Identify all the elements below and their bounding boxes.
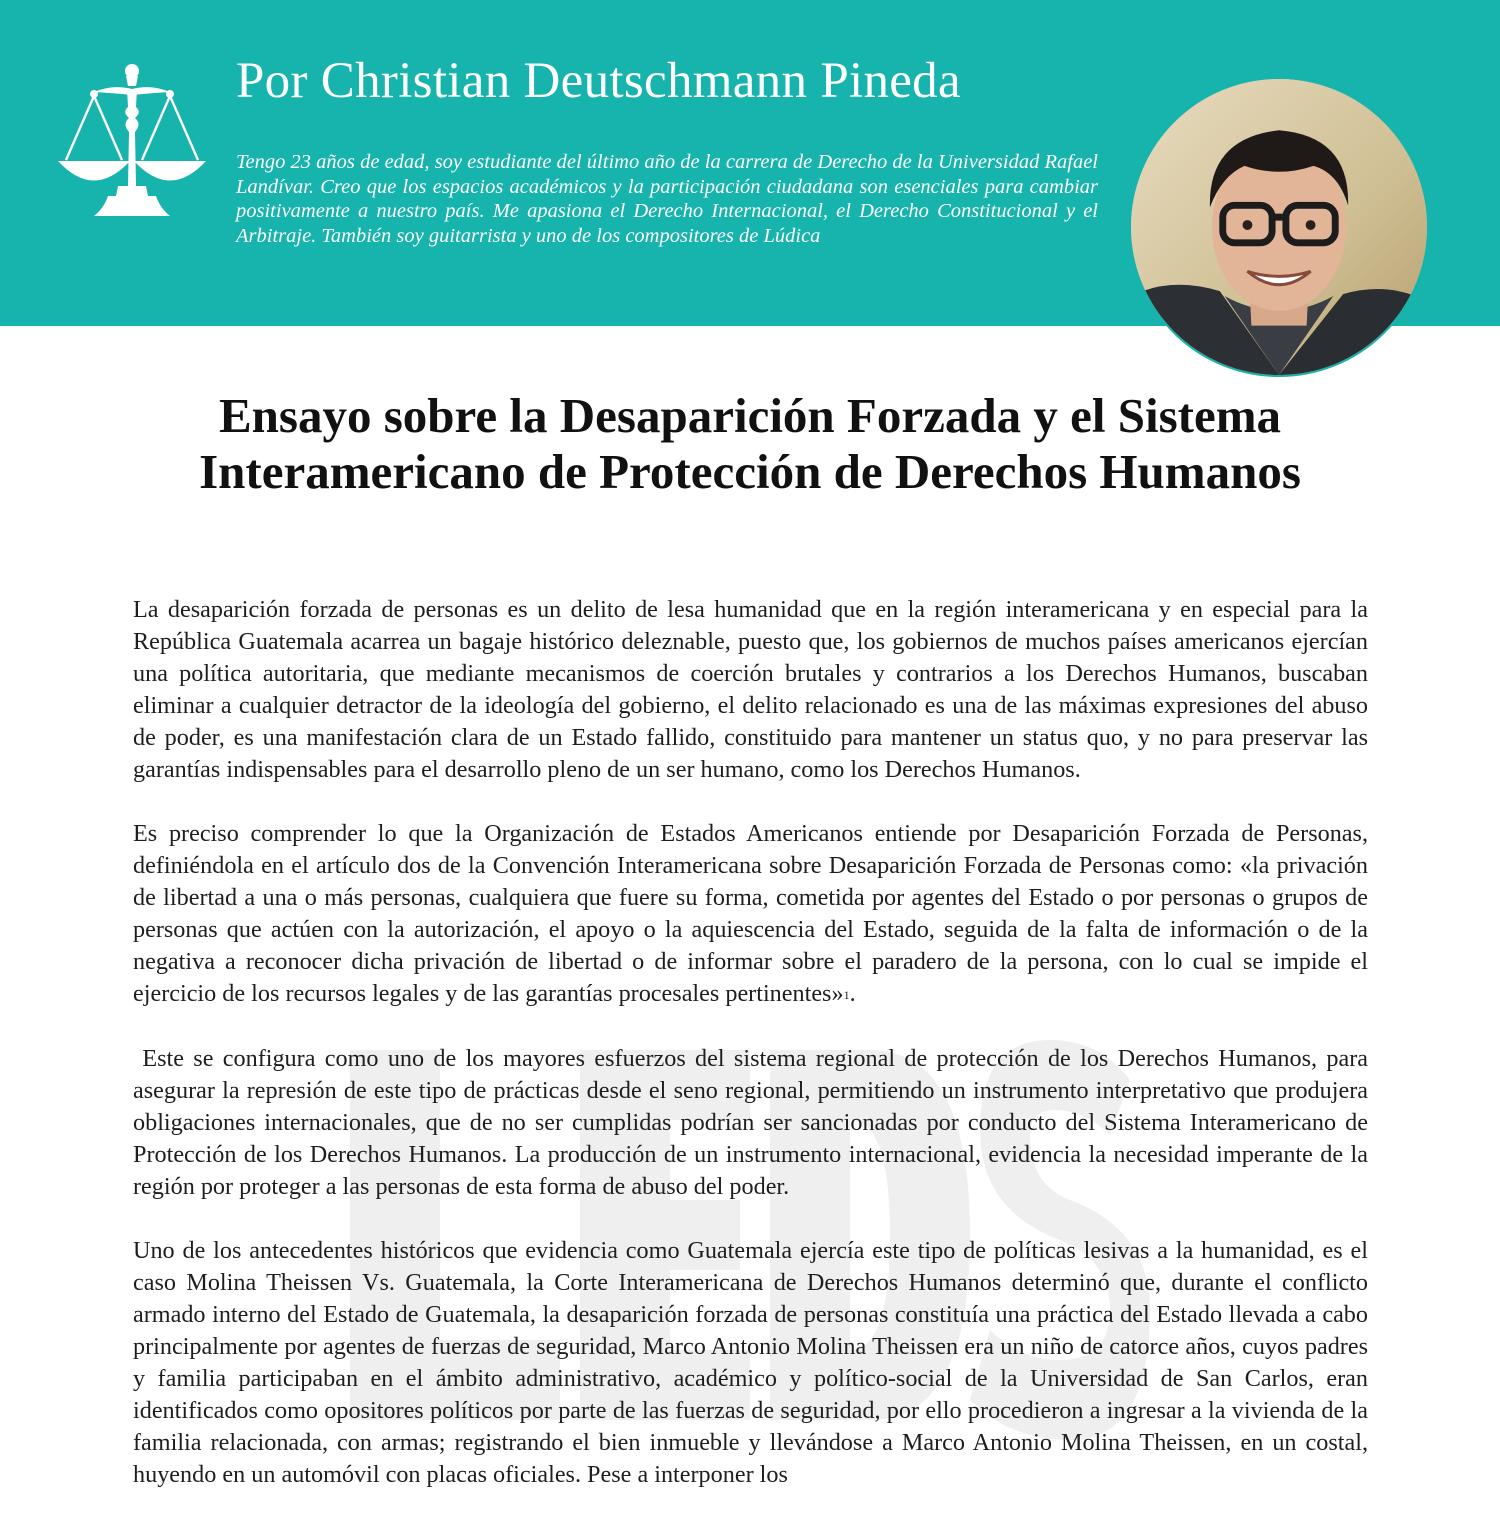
essay-paragraph-3-text: Este se configura como uno de los mayores esfuerzos del sistema regional de protección de los Derechos Humanos, para asegurar la represión de este tipo de prácticas desde el seno regional, permitiendo un instrumento interpretativo que produjera obligaciones internacionales, que de no ser cumplidas podrían ser sancionadas por conducto del Sistema Interamericano de Protección de los Derechos Humanos. La producción de un instrumento internacional, evidencia la necesidad imperante de la región por proteger a las personas de esta forma de abuso del poder. — [133, 1045, 1369, 1200]
author-photo — [1129, 77, 1429, 377]
author-portrait-image — [1131, 79, 1427, 375]
essay-paragraph-2 — [133, 818, 1368, 1011]
footnote-trailing-period: . — [849, 980, 856, 1007]
author-header — [0, 0, 1500, 326]
author-bio: Tengo 23 años de edad, soy estudiante del último año de la carrera de Derecho de la Universidad Rafael Landívar. Creo que los espacios académicos y la participación ciudadana son esenciales para cambiar positivamente a nuestro país. Me apasiona el Derecho Internacional, el Derecho Constitucional y el Arbitraje. También soy guitarrista y uno de los compositores de Lúdica — [236, 151, 1098, 247]
essay-paragraph-2-text: Es preciso comprender lo que la Organización de Estados Americanos entiende por Desaparición Forzada de Personas, definiéndola en el artículo dos de la Convención Interamericana sobre Desaparición Forzada de Personas como: «la privación de libertad a una o más personas, cualquiera que fuere su forma, cometida por agentes del Estado o por personas o grupos de personas que actúen con la autorización, el apoyo o la aquiescencia del Estado, seguida de la falta de información o de la negativa a reconocer dicha privación de libertad o de informar sobre el paradero de la persona, con lo cual se impide el ejercicio de los recursos legales y de las garantías procesales pertinentes» — [133, 820, 1368, 1007]
essay-paragraph-3 — [133, 1043, 1368, 1203]
essay-paragraph-1: La desaparición forzada de personas es un delito de lesa humanidad que en la región interamericana y en especial para la República Guatemala acarrea un bagaje histórico deleznable, puesto que, los gobiernos de muchos países americanos ejercían una política autoritaria, que mediante mecanismos de coerción brutales y contrarios a los Derechos Humanos, buscaban eliminar a cualquier detractor de la ideología del gobierno, el delito relacionado es una de las máximas expresiones del abuso de poder, es una manifestación clara de un Estado fallido, constituido para mantener un status quo, y no para preservar las garantías indispensables para el desarrollo pleno de un ser humano, como los Derechos Humanos. — [133, 596, 1368, 783]
footnote-reference[interactable]: 1 — [843, 988, 850, 1002]
essay-body — [133, 594, 1368, 1523]
author-name: Por Christian Deutschmann Pineda — [236, 53, 961, 109]
scales-of-justice-icon — [56, 62, 208, 224]
essay-paragraph-4: Uno de los antecedentes históricos que evidencia como Guatemala ejercía este tipo de políticas lesivas a la humanidad, es el caso Molina Theissen Vs. Guatemala, la Corte Interamericana de Derechos Humanos determinó que, durante el conflicto armado interno del Estado de Guatemala, la desaparición forzada de personas constituía una práctica del Estado llevada a cabo principalmente por agentes de fuerzas de seguridad, Marco Antonio Molina Theissen era un niño de catorce años, cuyos padres y familia participaban en el ámbito administrativo, académico y político-social de la Universidad de San Carlos, eran identificados como opositores políticos por parte de las fuerzas de seguridad, por ello procedieron a ingresar a la vivienda de la familia relacionada, con armas; registrando el bien inmueble y llevándose a Marco Antonio Molina Theissen, en un costal, huyendo en un automóvil con placas oficiales. Pese a interponer los — [133, 1237, 1368, 1488]
essay-title: Ensayo sobre la Desaparición Forzada y el Sistema Interamericano de Protección de Derechos Humanos — [199, 388, 1301, 499]
